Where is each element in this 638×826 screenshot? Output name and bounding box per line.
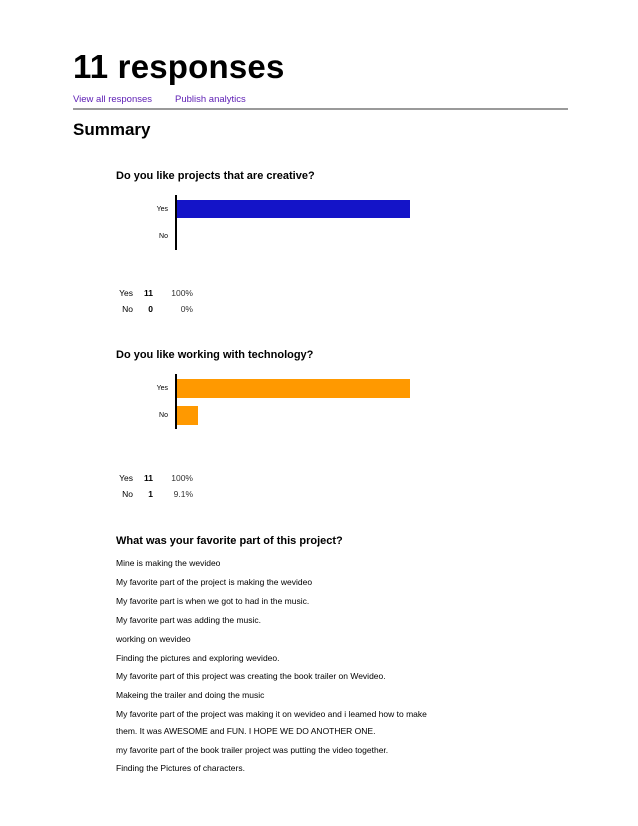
response-item: My favorite part of the project is making the wevideo bbox=[116, 577, 313, 587]
question-2-title: Do you like working with technology? bbox=[116, 349, 314, 361]
question-1-title: Do you like projects that are creative? bbox=[116, 170, 315, 182]
q1-bar-label-yes: Yes bbox=[156, 206, 168, 213]
header-divider bbox=[73, 108, 568, 110]
q2-stat-label-no: No bbox=[122, 489, 133, 499]
response-item: Finding the pictures and exploring wevideo. bbox=[116, 653, 280, 663]
response-item: them. It was AWESOME and FUN. I HOPE WE DO ANOTHER ONE. bbox=[116, 726, 376, 736]
question-3-title: What was your favorite part of this project? bbox=[116, 535, 343, 547]
page-title: 11 responses bbox=[73, 48, 285, 85]
q2-stat-percent-yes: 100% bbox=[171, 473, 193, 483]
response-item: My favorite part of the project was making it on wevideo and i leamed how to make bbox=[116, 709, 427, 719]
q2-bar-label-no: No bbox=[159, 412, 168, 419]
q2-stat-row-yes bbox=[103, 473, 193, 484]
q1-stat-percent-yes: 100% bbox=[171, 288, 193, 298]
response-item: my favorite part of the book trailer project was putting the video together. bbox=[116, 745, 389, 755]
q1-bar-label-no: No bbox=[159, 233, 168, 240]
view-all-responses-link[interactable]: View all responses bbox=[73, 94, 153, 105]
response-item: Mine is making the wevideo bbox=[116, 558, 221, 568]
q1-stat-row-yes bbox=[103, 288, 193, 299]
q1-bar-yes bbox=[177, 200, 410, 218]
q2-bar-no bbox=[177, 406, 198, 425]
q1-stat-count-no: 0 bbox=[148, 304, 153, 314]
response-item: Makeing the trailer and doing the music bbox=[116, 690, 265, 700]
q2-stat-label-yes: Yes bbox=[119, 473, 133, 483]
q1-stat-percent-no: 0% bbox=[180, 304, 193, 314]
summary-heading: Summary bbox=[73, 120, 151, 139]
q1-stat-count-yes: 11 bbox=[144, 288, 153, 298]
response-item: My favorite part was adding the music. bbox=[116, 615, 262, 625]
q2-bar-yes bbox=[177, 379, 410, 398]
q2-stat-percent-no: 9.1% bbox=[173, 489, 193, 499]
q2-stat-count-no: 1 bbox=[148, 489, 153, 499]
q2-stat-row-no bbox=[103, 489, 193, 500]
q1-stat-label-no: No bbox=[122, 304, 133, 314]
q1-stat-row-no bbox=[103, 304, 193, 315]
response-item: My favorite part of this project was creating the book trailer on Wevideo. bbox=[116, 671, 386, 681]
response-item: Finding the Pictures of characters. bbox=[116, 763, 245, 773]
response-item: working on wevideo bbox=[116, 634, 191, 644]
response-item: My favorite part is when we got to had in the music. bbox=[116, 596, 310, 606]
publish-analytics-link[interactable]: Publish analytics bbox=[175, 94, 246, 105]
q2-stat-count-yes: 11 bbox=[144, 473, 153, 483]
q1-stat-label-yes: Yes bbox=[119, 288, 133, 298]
q2-bar-label-yes: Yes bbox=[156, 385, 168, 392]
